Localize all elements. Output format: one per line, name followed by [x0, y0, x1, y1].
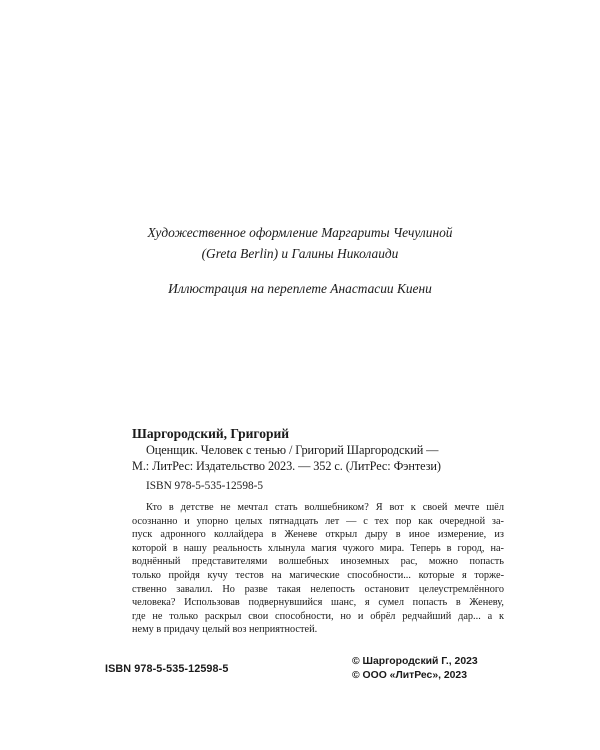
footer-isbn: ISBN 978-5-535-12598-5 — [105, 663, 229, 675]
illustration-credit: Иллюстрация на переплете Анастасии Киени — [168, 281, 432, 296]
annotation-line: ственно завалил. Но разве такая нелепость остановит целеустремлённого — [132, 583, 504, 595]
catalog-author: Шаргородский, Григорий — [132, 426, 290, 441]
annotation-line: пуск адронного коллайдера в Женеве открыл дыру в иное измерение, из — [132, 529, 504, 541]
copyright-author: © Шаргородский Г., 2023 — [352, 656, 478, 667]
catalog-bibliographic-description — [132, 442, 504, 474]
biblio-line-2: М.: ЛитРес: Издательство 2023. — 352 с. (ЛитРес: Фэнтези) — [132, 459, 441, 473]
annotation-line: человека? Использовав подвернувшийся шанс, я сумел попасть в Женеву, — [132, 597, 504, 609]
catalog-isbn: ISBN 978-5-535-12598-5 — [146, 480, 264, 492]
annotation-line: только пройдя кучу тестов на магические способности... которые я торже- — [132, 569, 504, 581]
annotation-line: где не только раскрыл свои способности, но и обрёл редчайший дар... а к — [132, 610, 504, 622]
copyright-block — [352, 655, 478, 683]
catalog-record — [132, 426, 504, 637]
copyright-publisher: © ООО «ЛитРес», 2023 — [352, 670, 467, 681]
annotation — [132, 501, 504, 637]
credits-block — [60, 222, 540, 299]
design-credit-line-1: Художественное оформление Маргариты Чечулиной — [147, 225, 453, 240]
annotation-line: Кто в детстве не мечтал стать волшебником? Я вот к своей мечте шёл — [146, 502, 504, 513]
annotation-line: нему в придачу целый воз неприятностей. — [132, 624, 318, 636]
design-credit-line-2: (Greta Berlin) и Галины Николаиди — [201, 246, 399, 261]
biblio-line-1: Оценщик. Человек с тенью / Григорий Шаргородский — — [146, 443, 439, 457]
annotation-line: воднённый представителями волшебных иноземных рас, можно попасть — [132, 556, 504, 568]
annotation-line: которой в нашу реальность хлынула магия чужого мира. Теперь в город, на- — [132, 542, 504, 554]
annotation-line: осознанно и упорно целых пятнадцать лет — с тех пор как очередной за- — [132, 515, 504, 527]
